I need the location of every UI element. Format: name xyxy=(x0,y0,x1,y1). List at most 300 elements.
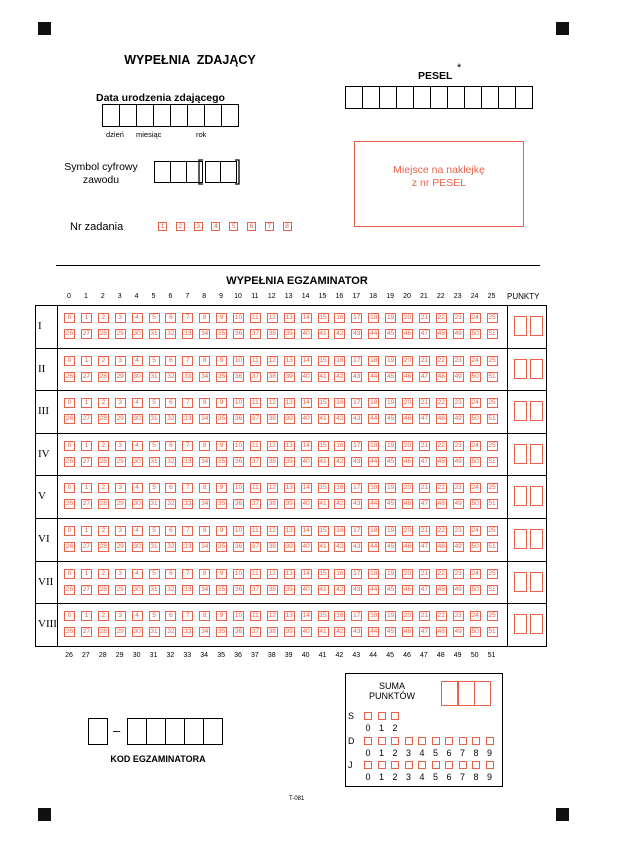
score-cell[interactable]: 3 xyxy=(115,356,126,366)
score-cell[interactable]: 2 xyxy=(98,441,109,451)
score-cell[interactable]: 13 xyxy=(285,612,293,620)
score-cell[interactable]: 12 xyxy=(268,612,276,620)
score-cell[interactable]: 36 xyxy=(234,415,243,423)
score-cell[interactable]: 3 xyxy=(115,569,126,579)
score-cell[interactable]: 47 xyxy=(420,415,428,423)
sum-option-box[interactable] xyxy=(391,712,399,720)
sum-option-box[interactable] xyxy=(364,761,372,769)
score-cell[interactable]: 27 xyxy=(82,372,90,380)
score-cell[interactable]: 35 xyxy=(217,372,226,380)
score-cell[interactable]: 47 xyxy=(420,500,428,508)
score-cell[interactable]: 5 xyxy=(149,356,160,366)
score-cell[interactable]: 23 xyxy=(454,314,462,321)
score-cell[interactable]: 28 xyxy=(99,415,107,423)
score-cell[interactable]: 7 xyxy=(182,483,193,493)
score-cell[interactable]: 29 xyxy=(116,372,124,380)
score-cell[interactable]: 33 xyxy=(184,585,192,593)
profession-symbol-digit-box[interactable] xyxy=(154,161,171,183)
score-cell[interactable]: 22 xyxy=(437,356,445,364)
row-points-box[interactable] xyxy=(514,614,527,634)
pesel-digit-box[interactable] xyxy=(413,86,431,109)
score-cell[interactable]: 49 xyxy=(454,500,462,508)
sum-option-box[interactable] xyxy=(418,761,426,769)
score-cell[interactable]: 9 xyxy=(216,483,227,493)
score-cell[interactable]: 1 xyxy=(81,526,92,536)
score-cell[interactable]: 43 xyxy=(353,585,361,593)
score-cell[interactable]: 16 xyxy=(336,314,344,321)
birth-date-digit-box[interactable] xyxy=(221,104,239,127)
score-cell[interactable]: 37 xyxy=(251,628,259,636)
score-cell[interactable]: 25 xyxy=(488,314,496,321)
score-cell[interactable]: 51 xyxy=(488,543,496,550)
pesel-digit-box[interactable] xyxy=(430,86,448,109)
score-cell[interactable]: 15 xyxy=(319,527,327,534)
score-cell[interactable]: 42 xyxy=(336,543,344,550)
score-cell[interactable]: 11 xyxy=(250,483,261,493)
score-cell[interactable]: 14 xyxy=(302,399,310,407)
score-cell[interactable]: 12 xyxy=(268,484,276,492)
score-cell[interactable]: 45 xyxy=(386,585,395,593)
score-cell[interactable]: 18 xyxy=(370,314,378,321)
score-cell[interactable]: 5 xyxy=(149,611,160,621)
score-cell[interactable]: 21 xyxy=(420,569,428,577)
score-cell[interactable]: 19 xyxy=(386,569,395,577)
score-cell[interactable]: 7 xyxy=(182,611,193,621)
score-cell[interactable]: 3 xyxy=(115,441,126,451)
score-cell[interactable]: 28 xyxy=(99,500,107,508)
pesel-digit-box[interactable] xyxy=(396,86,414,109)
score-cell[interactable]: 25 xyxy=(488,569,496,577)
score-cell[interactable]: 24 xyxy=(471,314,479,321)
score-cell[interactable]: 45 xyxy=(386,415,395,423)
score-cell[interactable]: 31 xyxy=(150,543,158,550)
score-cell[interactable]: 34 xyxy=(201,457,209,465)
score-cell[interactable]: 36 xyxy=(234,543,243,550)
score-cell[interactable]: 27 xyxy=(82,543,90,550)
score-cell[interactable]: 32 xyxy=(167,543,175,550)
score-cell[interactable]: 10 xyxy=(234,314,243,321)
score-cell[interactable]: 35 xyxy=(217,543,226,550)
score-cell[interactable]: 4 xyxy=(132,441,143,451)
row-points-box[interactable] xyxy=(530,529,543,549)
score-cell[interactable]: 7 xyxy=(182,526,193,536)
score-cell[interactable]: 25 xyxy=(488,441,496,449)
score-cell[interactable]: 9 xyxy=(216,611,227,621)
sum-digit-box[interactable] xyxy=(441,681,458,706)
score-cell[interactable]: 25 xyxy=(488,612,496,620)
score-cell[interactable]: 29 xyxy=(116,415,124,423)
score-cell[interactable]: 9 xyxy=(216,569,227,579)
score-cell[interactable]: 10 xyxy=(234,527,243,534)
score-cell[interactable]: 6 xyxy=(165,313,176,323)
score-cell[interactable]: 0 xyxy=(64,356,75,366)
score-cell[interactable]: 17 xyxy=(353,484,361,492)
score-cell[interactable]: 13 xyxy=(285,314,293,321)
score-cell[interactable]: 43 xyxy=(353,372,361,380)
score-cell[interactable]: 42 xyxy=(336,372,344,380)
row-points-box[interactable] xyxy=(530,444,543,464)
score-cell[interactable]: 29 xyxy=(116,628,124,636)
score-cell[interactable]: 47 xyxy=(420,543,428,550)
score-cell[interactable]: 26 xyxy=(65,372,74,380)
score-cell[interactable]: 17 xyxy=(353,569,361,577)
score-cell[interactable]: 8 xyxy=(199,483,210,493)
score-cell[interactable]: 15 xyxy=(319,314,327,321)
score-cell[interactable]: 22 xyxy=(437,569,445,577)
score-cell[interactable]: 31 xyxy=(150,500,158,508)
score-cell[interactable]: 31 xyxy=(150,457,158,465)
score-cell[interactable]: 48 xyxy=(437,585,445,593)
score-cell[interactable]: 28 xyxy=(99,330,107,337)
score-cell[interactable]: 10 xyxy=(234,484,243,492)
score-cell[interactable]: 39 xyxy=(285,457,293,465)
score-cell[interactable]: 6 xyxy=(165,398,176,408)
score-cell[interactable]: 28 xyxy=(99,628,107,636)
score-cell[interactable]: 22 xyxy=(437,484,445,492)
row-points-box[interactable] xyxy=(514,401,527,421)
score-cell[interactable]: 48 xyxy=(437,415,445,423)
score-cell[interactable]: 18 xyxy=(370,569,378,577)
score-cell[interactable]: 24 xyxy=(471,569,479,577)
sum-option-box[interactable] xyxy=(459,737,467,745)
score-cell[interactable]: 14 xyxy=(302,441,310,449)
score-cell[interactable]: 44 xyxy=(370,543,378,550)
score-cell[interactable]: 30 xyxy=(133,457,141,465)
birth-date-digit-box[interactable] xyxy=(187,104,205,127)
pesel-digit-box[interactable] xyxy=(515,86,533,109)
score-cell[interactable]: 48 xyxy=(437,457,445,465)
task-number-option[interactable]: 5 xyxy=(229,222,238,231)
score-cell[interactable]: 38 xyxy=(268,628,276,636)
task-number-option[interactable]: 1 xyxy=(158,222,167,231)
score-cell[interactable]: 5 xyxy=(149,483,160,493)
score-cell[interactable]: 24 xyxy=(471,612,479,620)
sum-option-box[interactable] xyxy=(472,761,480,769)
score-cell[interactable]: 2 xyxy=(98,398,109,408)
score-cell[interactable]: 42 xyxy=(336,585,344,593)
score-cell[interactable]: 13 xyxy=(285,356,293,364)
sum-option-box[interactable] xyxy=(472,737,480,745)
score-cell[interactable]: 15 xyxy=(319,441,327,449)
score-cell[interactable]: 20 xyxy=(403,314,412,321)
score-cell[interactable]: 10 xyxy=(234,399,243,407)
score-cell[interactable]: 25 xyxy=(488,484,496,492)
score-cell[interactable]: 14 xyxy=(302,569,310,577)
score-cell[interactable]: 4 xyxy=(132,483,143,493)
score-cell[interactable]: 32 xyxy=(167,415,175,423)
sum-option-box[interactable] xyxy=(432,737,440,745)
score-cell[interactable]: 27 xyxy=(82,500,90,508)
score-cell[interactable]: 41 xyxy=(319,500,327,508)
score-cell[interactable]: 14 xyxy=(302,484,310,492)
pesel-digit-box[interactable] xyxy=(447,86,465,109)
score-cell[interactable]: 46 xyxy=(403,457,412,465)
score-cell[interactable]: 35 xyxy=(217,415,226,423)
score-cell[interactable]: 38 xyxy=(268,372,276,380)
score-cell[interactable]: 50 xyxy=(471,330,479,337)
score-cell[interactable]: 7 xyxy=(182,569,193,579)
sum-digit-box[interactable] xyxy=(458,681,475,706)
score-cell[interactable]: 13 xyxy=(285,569,293,577)
score-cell[interactable]: 40 xyxy=(302,543,310,550)
score-cell[interactable]: 14 xyxy=(302,612,310,620)
score-cell[interactable]: 51 xyxy=(488,500,496,508)
sum-option-box[interactable] xyxy=(364,737,372,745)
score-cell[interactable]: 39 xyxy=(285,500,293,508)
score-cell[interactable]: 21 xyxy=(420,484,428,492)
score-cell[interactable]: 41 xyxy=(319,628,327,636)
score-cell[interactable]: 44 xyxy=(370,457,378,465)
task-number-option[interactable]: 4 xyxy=(211,222,220,231)
score-cell[interactable]: 0 xyxy=(64,398,75,408)
score-cell[interactable]: 50 xyxy=(471,500,479,508)
score-cell[interactable]: 40 xyxy=(302,330,310,337)
score-cell[interactable]: 0 xyxy=(64,483,75,493)
score-cell[interactable]: 34 xyxy=(201,372,209,380)
score-cell[interactable]: 21 xyxy=(420,612,428,620)
score-cell[interactable]: 35 xyxy=(217,585,226,593)
sum-option-box[interactable] xyxy=(418,737,426,745)
row-points-box[interactable] xyxy=(514,572,527,592)
score-cell[interactable]: 39 xyxy=(285,415,293,423)
task-number-option[interactable]: 2 xyxy=(176,222,185,231)
score-cell[interactable]: 5 xyxy=(149,313,160,323)
score-cell[interactable]: 23 xyxy=(454,399,462,407)
score-cell[interactable]: 23 xyxy=(454,569,462,577)
score-cell[interactable]: 28 xyxy=(99,585,107,593)
score-cell[interactable]: 38 xyxy=(268,415,276,423)
score-cell[interactable]: 1 xyxy=(81,356,92,366)
score-cell[interactable]: 37 xyxy=(251,585,259,593)
score-cell[interactable]: 33 xyxy=(184,457,192,465)
score-cell[interactable]: 49 xyxy=(454,415,462,423)
score-cell[interactable]: 12 xyxy=(268,569,276,577)
score-cell[interactable]: 45 xyxy=(386,372,395,380)
score-cell[interactable]: 48 xyxy=(437,628,445,636)
score-cell[interactable]: 19 xyxy=(386,441,395,449)
score-cell[interactable]: 7 xyxy=(182,441,193,451)
score-cell[interactable]: 37 xyxy=(251,372,259,380)
score-cell[interactable]: 9 xyxy=(216,526,227,536)
score-cell[interactable]: 23 xyxy=(454,527,462,534)
score-cell[interactable]: 13 xyxy=(285,399,293,407)
score-cell[interactable]: 5 xyxy=(149,398,160,408)
score-cell[interactable]: 8 xyxy=(199,611,210,621)
score-cell[interactable]: 33 xyxy=(184,372,192,380)
score-cell[interactable]: 31 xyxy=(150,585,158,593)
score-cell[interactable]: 49 xyxy=(454,457,462,465)
score-cell[interactable]: 27 xyxy=(82,628,90,636)
score-cell[interactable]: 0 xyxy=(64,569,75,579)
score-cell[interactable]: 42 xyxy=(336,628,344,636)
score-cell[interactable]: 28 xyxy=(99,543,107,550)
score-cell[interactable]: 42 xyxy=(336,415,344,423)
score-cell[interactable]: 46 xyxy=(403,628,412,636)
score-cell[interactable]: 0 xyxy=(64,611,75,621)
score-cell[interactable]: 4 xyxy=(132,313,143,323)
score-cell[interactable]: 49 xyxy=(454,585,462,593)
score-cell[interactable]: 29 xyxy=(116,330,124,337)
score-cell[interactable]: 44 xyxy=(370,372,378,380)
score-cell[interactable]: 51 xyxy=(488,415,496,423)
score-cell[interactable]: 16 xyxy=(336,612,344,620)
score-cell[interactable]: 35 xyxy=(217,330,226,337)
score-cell[interactable]: 16 xyxy=(336,441,344,449)
score-cell[interactable]: 42 xyxy=(336,457,344,465)
score-cell[interactable]: 47 xyxy=(420,330,428,337)
sum-option-box[interactable] xyxy=(378,761,386,769)
score-cell[interactable]: 41 xyxy=(319,330,327,337)
score-cell[interactable]: 6 xyxy=(165,611,176,621)
score-cell[interactable]: 4 xyxy=(132,526,143,536)
score-cell[interactable]: 22 xyxy=(437,441,445,449)
score-cell[interactable]: 18 xyxy=(370,484,378,492)
row-points-box[interactable] xyxy=(530,316,543,336)
examiner-code-digit-box[interactable] xyxy=(127,718,147,745)
score-cell[interactable]: 8 xyxy=(199,313,210,323)
score-cell[interactable]: 50 xyxy=(471,628,479,636)
score-cell[interactable]: 32 xyxy=(167,457,175,465)
score-cell[interactable]: 15 xyxy=(319,612,327,620)
score-cell[interactable]: 34 xyxy=(201,543,209,550)
score-cell[interactable]: 33 xyxy=(184,500,192,508)
score-cell[interactable]: 3 xyxy=(115,398,126,408)
score-cell[interactable]: 19 xyxy=(386,314,395,321)
score-cell[interactable]: 10 xyxy=(234,441,243,449)
row-points-box[interactable] xyxy=(530,401,543,421)
score-cell[interactable]: 7 xyxy=(182,313,193,323)
score-cell[interactable]: 18 xyxy=(370,612,378,620)
score-cell[interactable]: 11 xyxy=(250,441,261,451)
score-cell[interactable]: 45 xyxy=(386,500,395,508)
sum-option-box[interactable] xyxy=(432,761,440,769)
examiner-code-digit-box[interactable] xyxy=(146,718,166,745)
score-cell[interactable]: 9 xyxy=(216,398,227,408)
score-cell[interactable]: 1 xyxy=(81,483,92,493)
score-cell[interactable]: 10 xyxy=(234,569,243,577)
score-cell[interactable]: 1 xyxy=(81,611,92,621)
score-cell[interactable]: 38 xyxy=(268,457,276,465)
score-cell[interactable]: 45 xyxy=(386,543,395,550)
score-cell[interactable]: 35 xyxy=(217,628,226,636)
score-cell[interactable]: 46 xyxy=(403,543,412,550)
score-cell[interactable]: 40 xyxy=(302,500,310,508)
score-cell[interactable]: 32 xyxy=(167,330,175,337)
score-cell[interactable]: 12 xyxy=(268,356,276,364)
score-cell[interactable]: 20 xyxy=(403,569,412,577)
pesel-digit-box[interactable] xyxy=(345,86,363,109)
score-cell[interactable]: 50 xyxy=(471,457,479,465)
score-cell[interactable]: 29 xyxy=(116,457,124,465)
score-cell[interactable]: 26 xyxy=(65,543,74,550)
score-cell[interactable]: 38 xyxy=(268,500,276,508)
score-cell[interactable]: 26 xyxy=(65,330,74,337)
score-cell[interactable]: 19 xyxy=(386,356,395,364)
score-cell[interactable]: 6 xyxy=(165,526,176,536)
score-cell[interactable]: 11 xyxy=(250,526,261,536)
score-cell[interactable]: 16 xyxy=(336,399,344,407)
score-cell[interactable]: 8 xyxy=(199,569,210,579)
score-cell[interactable]: 32 xyxy=(167,372,175,380)
score-cell[interactable]: 11 xyxy=(250,611,261,621)
score-cell[interactable]: 33 xyxy=(184,628,192,636)
sum-option-box[interactable] xyxy=(445,737,453,745)
score-cell[interactable]: 46 xyxy=(403,415,412,423)
score-cell[interactable]: 24 xyxy=(471,527,479,534)
score-cell[interactable]: 13 xyxy=(285,441,293,449)
score-cell[interactable]: 36 xyxy=(234,585,243,593)
score-cell[interactable]: 23 xyxy=(454,441,462,449)
score-cell[interactable]: 17 xyxy=(353,612,361,620)
score-cell[interactable]: 38 xyxy=(268,543,276,550)
score-cell[interactable]: 44 xyxy=(370,628,378,636)
score-cell[interactable]: 1 xyxy=(81,398,92,408)
score-cell[interactable]: 51 xyxy=(488,628,496,636)
score-cell[interactable]: 37 xyxy=(251,500,259,508)
birth-date-digit-box[interactable] xyxy=(119,104,137,127)
score-cell[interactable]: 12 xyxy=(268,527,276,534)
score-cell[interactable]: 8 xyxy=(199,398,210,408)
score-cell[interactable]: 29 xyxy=(116,585,124,593)
pesel-digit-box[interactable] xyxy=(498,86,516,109)
score-cell[interactable]: 25 xyxy=(488,356,496,364)
score-cell[interactable]: 16 xyxy=(336,484,344,492)
score-cell[interactable]: 33 xyxy=(184,415,192,423)
sum-option-box[interactable] xyxy=(486,737,494,745)
score-cell[interactable]: 43 xyxy=(353,457,361,465)
sum-option-box[interactable] xyxy=(378,712,386,720)
task-number-option[interactable]: 7 xyxy=(265,222,274,231)
score-cell[interactable]: 49 xyxy=(454,372,462,380)
score-cell[interactable]: 22 xyxy=(437,612,445,620)
score-cell[interactable]: 5 xyxy=(149,526,160,536)
score-cell[interactable]: 44 xyxy=(370,500,378,508)
row-points-box[interactable] xyxy=(514,444,527,464)
score-cell[interactable]: 51 xyxy=(488,585,496,593)
score-cell[interactable]: 8 xyxy=(199,441,210,451)
score-cell[interactable]: 43 xyxy=(353,500,361,508)
score-cell[interactable]: 48 xyxy=(437,543,445,550)
score-cell[interactable]: 35 xyxy=(217,457,226,465)
score-cell[interactable]: 41 xyxy=(319,457,327,465)
score-cell[interactable]: 39 xyxy=(285,628,293,636)
score-cell[interactable]: 22 xyxy=(437,527,445,534)
score-cell[interactable]: 33 xyxy=(184,330,192,337)
score-cell[interactable]: 2 xyxy=(98,526,109,536)
score-cell[interactable]: 7 xyxy=(182,356,193,366)
score-cell[interactable]: 26 xyxy=(65,457,74,465)
score-cell[interactable]: 46 xyxy=(403,585,412,593)
score-cell[interactable]: 3 xyxy=(115,313,126,323)
score-cell[interactable]: 6 xyxy=(165,569,176,579)
score-cell[interactable]: 39 xyxy=(285,372,293,380)
score-cell[interactable]: 50 xyxy=(471,415,479,423)
score-cell[interactable]: 36 xyxy=(234,330,243,337)
score-cell[interactable]: 3 xyxy=(115,526,126,536)
score-cell[interactable]: 41 xyxy=(319,415,327,423)
profession-symbol-digit-box[interactable] xyxy=(170,161,187,183)
score-cell[interactable]: 39 xyxy=(285,330,293,337)
score-cell[interactable]: 18 xyxy=(370,441,378,449)
score-cell[interactable]: 31 xyxy=(150,628,158,636)
score-cell[interactable]: 10 xyxy=(234,612,243,620)
score-cell[interactable]: 50 xyxy=(471,585,479,593)
score-cell[interactable]: 22 xyxy=(437,314,445,321)
score-cell[interactable]: 44 xyxy=(370,585,378,593)
score-cell[interactable]: 40 xyxy=(302,585,310,593)
score-cell[interactable]: 35 xyxy=(217,500,226,508)
score-cell[interactable]: 17 xyxy=(353,399,361,407)
